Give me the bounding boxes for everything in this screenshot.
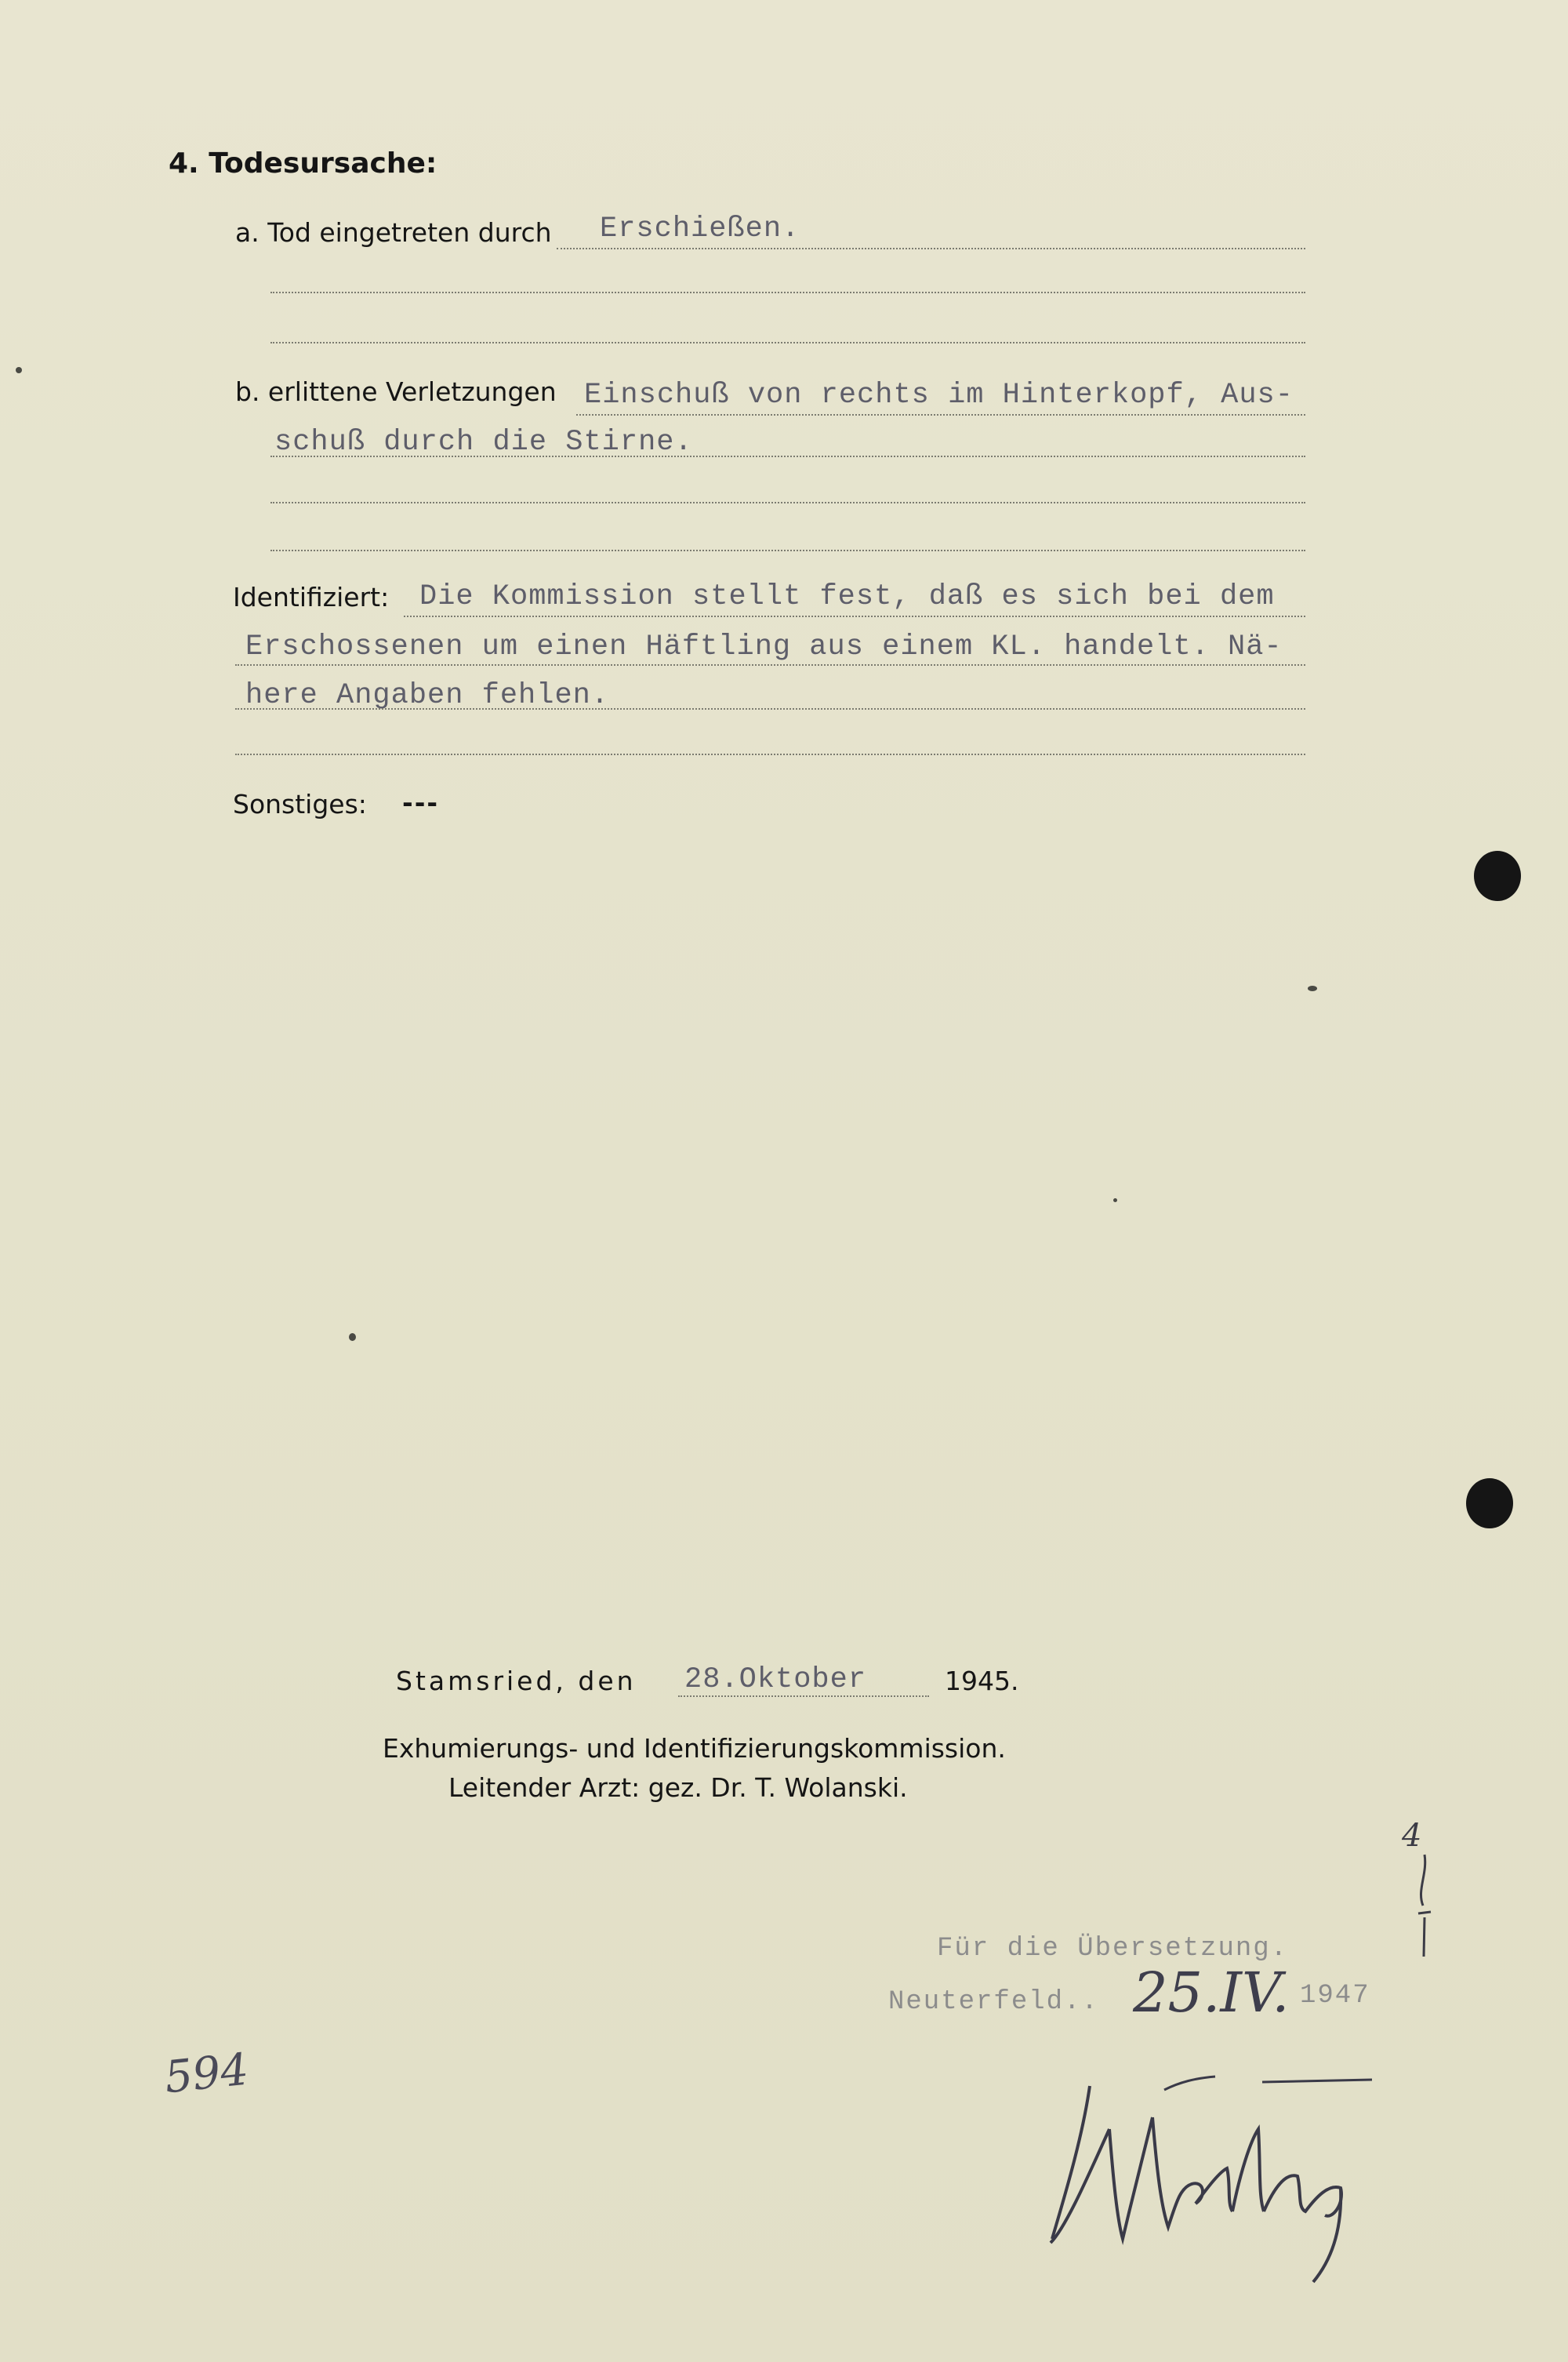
cause-dotline-3 [270, 342, 1305, 343]
identified-dotline-2 [235, 664, 1305, 666]
injuries-value-line2: schuß durch die Stirne. [274, 426, 693, 459]
injuries-dotline-4 [270, 550, 1305, 551]
identified-label: Identifiziert: [233, 582, 390, 612]
ink-speck [349, 1333, 356, 1341]
cause-value: Erschießen. [600, 213, 800, 245]
injuries-dotline-1 [576, 414, 1305, 416]
cause-label: a. Tod eingetreten durch [235, 217, 552, 248]
ink-speck [16, 367, 22, 373]
injuries-dotline-3 [270, 502, 1305, 503]
cause-dotline-1 [557, 248, 1305, 249]
identified-line3: here Angaben fehlen. [245, 679, 610, 712]
ink-speck [1308, 986, 1317, 991]
section-heading: 4. Todesursache: [169, 147, 437, 180]
translation-stamp-line1: Für die Übersetzung. [937, 1934, 1289, 1964]
date-dotline [678, 1695, 929, 1697]
punch-hole-upper [1474, 851, 1521, 901]
identified-dotline-3 [235, 708, 1305, 710]
date-value: 28.Oktober [684, 1663, 867, 1696]
other-label: Sonstiges: [233, 789, 367, 819]
page-number: 594 [162, 2044, 251, 2104]
margin-mark: 4 [1402, 1818, 1422, 1854]
translation-stamp-year: 1947 [1300, 1981, 1370, 2011]
margin-stroke [1407, 1851, 1439, 1960]
injuries-dotline-2 [270, 456, 1305, 457]
identified-dotline-1 [404, 616, 1305, 617]
translation-stamp-date: 25.IV. [1133, 1960, 1290, 2025]
identified-line2: Erschossenen um einen Häftling aus einem KL. handelt. Nä- [245, 630, 1283, 663]
injuries-value-line1: Einschuß von rechts im Hinterkopf, Aus- [584, 379, 1294, 412]
doctor-name: Leitender Arzt: gez. Dr. T. Wolanski. [448, 1772, 908, 1803]
signature [1035, 2055, 1380, 2290]
commission-name: Exhumierungs- und Identifizierungskommission. [383, 1733, 1006, 1764]
injuries-label: b. erlittene Verletzungen [235, 376, 557, 407]
other-value: --- [402, 787, 440, 818]
punch-hole-lower [1466, 1478, 1513, 1528]
identified-dotline-4 [235, 754, 1305, 755]
cause-dotline-2 [270, 292, 1305, 293]
place-label: Stamsried, den [396, 1666, 637, 1696]
year-value: 1945. [945, 1666, 1019, 1696]
translation-stamp-prefix: Neuterfeld.. [888, 1987, 1099, 2017]
ink-speck [1113, 1198, 1117, 1202]
identified-line1: Die Kommission stellt fest, daß es sich bei dem [419, 580, 1275, 613]
